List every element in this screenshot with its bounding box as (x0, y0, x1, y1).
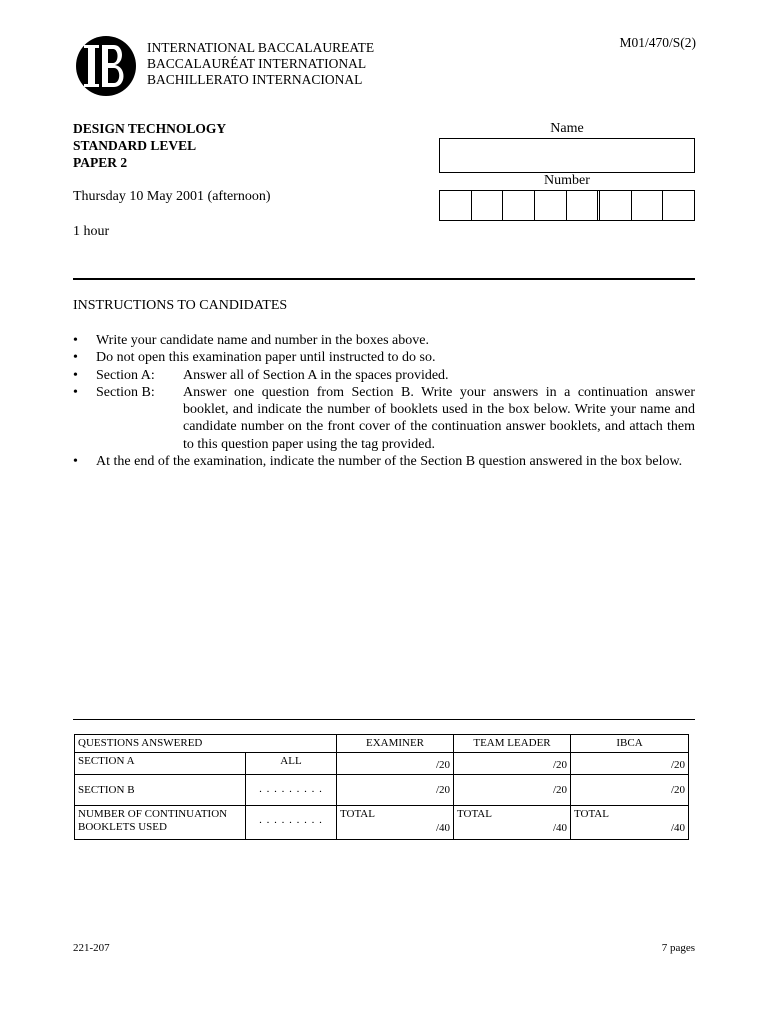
section-b-ibca-mark[interactable]: /20 (571, 775, 689, 806)
instruction-item (73, 367, 695, 384)
name-field[interactable] (439, 138, 695, 173)
section-b-examiner-mark[interactable]: /20 (337, 775, 454, 806)
instruction-text: At the end of the examination, indicate the number of the Section B question answered in the box below. (96, 454, 683, 470)
number-digit-box[interactable] (631, 191, 663, 220)
total-label: TOTAL (574, 808, 609, 820)
section-a-answered: ALL (246, 753, 337, 775)
instruction-item (73, 332, 695, 349)
table-row-section-b (75, 775, 689, 806)
header-team-leader: TEAM LEADER (454, 735, 571, 753)
section-b-answered-cell[interactable] (246, 775, 337, 806)
number-digit-box[interactable] (534, 191, 566, 220)
number-digit-box[interactable] (471, 191, 503, 220)
examiner-total-mark[interactable]: /40 (435, 822, 450, 834)
instruction-text: Answer all of Section A in the spaces provided. (183, 367, 449, 383)
number-label: Number (544, 173, 590, 188)
bullet: • (73, 384, 78, 400)
section-a-team-leader-mark[interactable]: /20 (454, 753, 571, 775)
bullet: • (73, 367, 78, 383)
table-row-booklets (75, 806, 689, 840)
name-label: Name (550, 121, 584, 136)
booklets-count-blank[interactable]: . . . . . . . . . (259, 814, 323, 826)
document-code: 221-207 (73, 942, 110, 954)
instructions-heading: INSTRUCTIONS TO CANDIDATES (73, 298, 288, 313)
header-ibca: IBCA (571, 735, 689, 753)
candidate-number-field[interactable] (439, 190, 695, 221)
marks-table (74, 734, 689, 840)
number-digit-box[interactable] (566, 191, 598, 220)
paper-reference: M01/470/S(2) (619, 35, 696, 50)
instruction-item (73, 384, 695, 453)
exam-subject: DESIGN TECHNOLOGY (73, 121, 227, 136)
number-digit-box[interactable] (440, 191, 471, 220)
section-b-team-leader-mark[interactable]: /20 (454, 775, 571, 806)
org-name-english: INTERNATIONAL BACCALAUREATE (147, 40, 375, 55)
team-leader-total-mark[interactable]: /40 (552, 822, 567, 834)
booklets-label: NUMBER OF CONTINUATION BOOKLETS USED (75, 806, 246, 840)
header-questions-answered: QUESTIONS ANSWERED (75, 735, 337, 753)
booklets-answered-cell[interactable] (246, 806, 337, 840)
instruction-text: Write your candidate name and number in the boxes above. (96, 333, 429, 348)
org-name-spanish: BACHILLERATO INTERNACIONAL (147, 72, 363, 87)
page-count: 7 pages (661, 942, 695, 954)
team-leader-total-cell[interactable] (454, 806, 571, 840)
bullet: • (73, 333, 78, 348)
instructions-list (73, 332, 695, 470)
total-label: TOTAL (457, 808, 492, 820)
org-name-french: BACCALAURÉAT INTERNATIONAL (147, 56, 367, 71)
instruction-label: Section B: (96, 384, 155, 400)
section-b-question-blank[interactable]: . . . . . . . . . (259, 783, 323, 795)
exam-duration: 1 hour (73, 224, 110, 239)
section-a-examiner-mark[interactable]: /20 (337, 753, 454, 775)
divider-top (73, 278, 695, 280)
instruction-label: Section A: (96, 367, 155, 383)
exam-paper: PAPER 2 (73, 155, 128, 170)
table-row-section-a (75, 753, 689, 775)
bullet: • (73, 454, 78, 470)
ibca-total-mark[interactable]: /40 (670, 822, 685, 834)
section-a-label: SECTION A (75, 753, 246, 775)
instruction-text: Do not open this examination paper until instructed to do so. (96, 350, 436, 366)
exam-date: Thursday 10 May 2001 (afternoon) (73, 189, 271, 204)
table-header-row (75, 735, 689, 753)
section-b-label: SECTION B (75, 775, 246, 806)
divider-bottom (73, 719, 695, 720)
number-digit-box[interactable] (662, 191, 694, 220)
number-digit-box[interactable] (597, 191, 631, 220)
section-a-ibca-mark[interactable]: /20 (571, 753, 689, 775)
number-digit-box[interactable] (502, 191, 534, 220)
ib-logo (75, 35, 137, 97)
instruction-item (73, 453, 695, 470)
instruction-item (73, 349, 695, 366)
ibca-total-cell[interactable] (571, 806, 689, 840)
header-examiner: EXAMINER (337, 735, 454, 753)
bullet: • (73, 350, 78, 366)
total-label: TOTAL (340, 808, 375, 820)
instruction-text: Answer one question from Section B. Write your answers in a continuation answer booklet, and indicate the number of booklets used in the box below. Write your name and candidate number on the front cover of the continuation answer booklets, and attach them to this question paper using the tag provided. (183, 384, 695, 452)
exam-level: STANDARD LEVEL (73, 138, 197, 153)
examiner-total-cell[interactable] (337, 806, 454, 840)
